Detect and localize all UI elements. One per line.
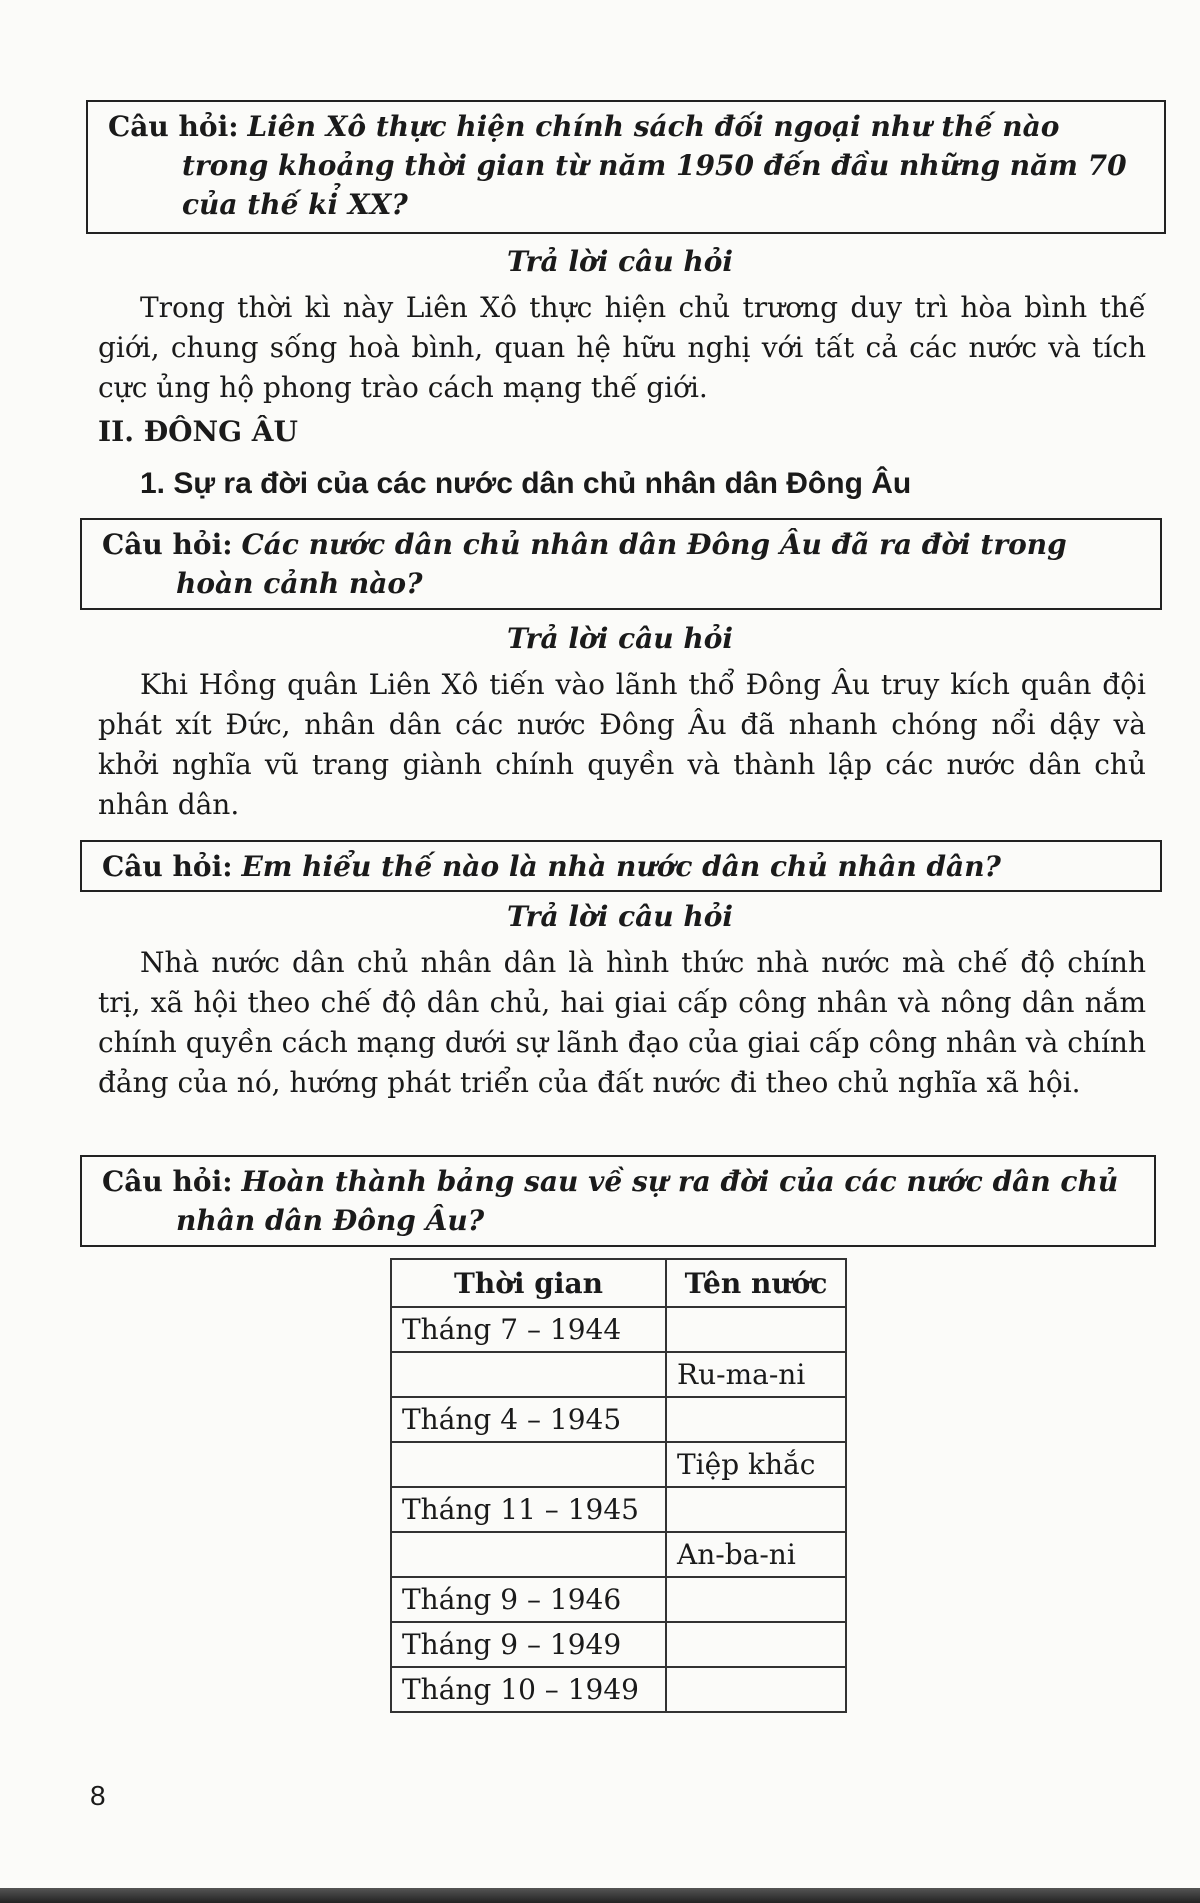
question-text-line: Hoàn thành bảng sau về sự ra đời của các nước dân chủ — [241, 1165, 1119, 1198]
question-text-line: Liên Xô thực hiện chính sách đối ngoại như thế nào — [247, 110, 1060, 143]
answer-title: Trả lời câu hỏi — [506, 900, 734, 933]
table-row — [391, 1577, 846, 1622]
country-cell: An-ba-ni — [666, 1532, 846, 1577]
question-label: Câu hỏi: — [102, 528, 233, 561]
page-bottom-edge — [0, 1888, 1200, 1903]
country-cell: Ru-ma-ni — [666, 1352, 846, 1397]
question-text-line: Em hiểu thế nào là nhà nước dân chủ nhân dân? — [241, 850, 1001, 883]
answer-text: Trong thời kì này Liên Xô thực hiện chủ trương duy trì hòa bình thế giới, chung sống hoà bình, quan hệ hữu nghị với tất cả các nước và tích cực ủng hộ phong trào cách mạng thế giới. — [98, 291, 1146, 404]
table-row — [391, 1532, 846, 1577]
question-label: Câu hỏi: — [102, 1165, 233, 1198]
header-country: Tên nước — [666, 1259, 846, 1307]
question-text-line: của thế kỉ XX? — [182, 188, 408, 221]
question-box-1 — [86, 100, 1166, 234]
country-cell — [666, 1622, 846, 1667]
table-row — [391, 1397, 846, 1442]
country-cell: Tiệp khắc — [666, 1442, 846, 1487]
time-cell: Tháng 7 – 1944 — [391, 1307, 666, 1352]
question-label: Câu hỏi: — [108, 110, 239, 143]
table-row — [391, 1622, 846, 1667]
country-cell — [666, 1577, 846, 1622]
table-row — [391, 1667, 846, 1712]
table-row — [391, 1307, 846, 1352]
time-cell — [391, 1532, 666, 1577]
question-label: Câu hỏi: — [102, 850, 233, 883]
question-text-line: hoàn cảnh nào? — [176, 567, 423, 600]
question-text-line: nhân dân Đông Âu? — [176, 1204, 485, 1237]
page-number: 8 — [90, 1780, 106, 1811]
answer-title: Trả lời câu hỏi — [506, 245, 734, 278]
eastern-europe-table — [390, 1258, 847, 1713]
time-cell — [391, 1442, 666, 1487]
answer-text: Nhà nước dân chủ nhân dân là hình thức nhà nước mà chế độ chính trị, xã hội theo chế độ dân chủ, hai giai cấp công nhân và nông dân nắm chính quyền cách mạng dưới sự lãnh đạo của giai cấp công nhân và chính đảng của nó, hướng phát triển của đất nước đi theo chủ nghĩa xã hội. — [98, 946, 1146, 1099]
answer-paragraph-1 — [98, 288, 1146, 408]
time-cell — [391, 1352, 666, 1397]
answer-title: Trả lời câu hỏi — [506, 622, 734, 655]
time-cell: Tháng 9 – 1949 — [391, 1622, 666, 1667]
table-row — [391, 1352, 846, 1397]
section-heading: II. ĐÔNG ÂU — [98, 415, 298, 448]
answer-text: Khi Hồng quân Liên Xô tiến vào lãnh thổ Đông Âu truy kích quân đội phát xít Đức, nhân dân các nước Đông Âu đã nhanh chóng nổi dậy và khởi nghĩa vũ trang giành chính quyền và thành lập các nước dân chủ nhân dân. — [98, 668, 1146, 821]
country-cell — [666, 1487, 846, 1532]
time-cell: Tháng 4 – 1945 — [391, 1397, 666, 1442]
question-box-4 — [80, 1155, 1156, 1247]
question-text-line: trong khoảng thời gian từ năm 1950 đến đầu những năm 70 — [182, 149, 1127, 182]
time-cell: Tháng 10 – 1949 — [391, 1667, 666, 1712]
answer-paragraph-2 — [98, 665, 1146, 825]
table-row — [391, 1442, 846, 1487]
question-box-2 — [80, 518, 1162, 610]
country-cell — [666, 1307, 846, 1352]
question-box-3 — [80, 840, 1162, 892]
table-header-row — [391, 1259, 846, 1307]
country-cell — [666, 1397, 846, 1442]
question-text-line: Các nước dân chủ nhân dân Đông Âu đã ra đời trong — [241, 528, 1067, 561]
header-time: Thời gian — [391, 1259, 666, 1307]
time-cell: Tháng 11 – 1945 — [391, 1487, 666, 1532]
answer-paragraph-3 — [98, 943, 1146, 1103]
table-row — [391, 1487, 846, 1532]
sub-heading: 1. Sự ra đời của các nước dân chủ nhân dân Đông Âu — [140, 467, 912, 500]
time-cell: Tháng 9 – 1946 — [391, 1577, 666, 1622]
country-cell — [666, 1667, 846, 1712]
